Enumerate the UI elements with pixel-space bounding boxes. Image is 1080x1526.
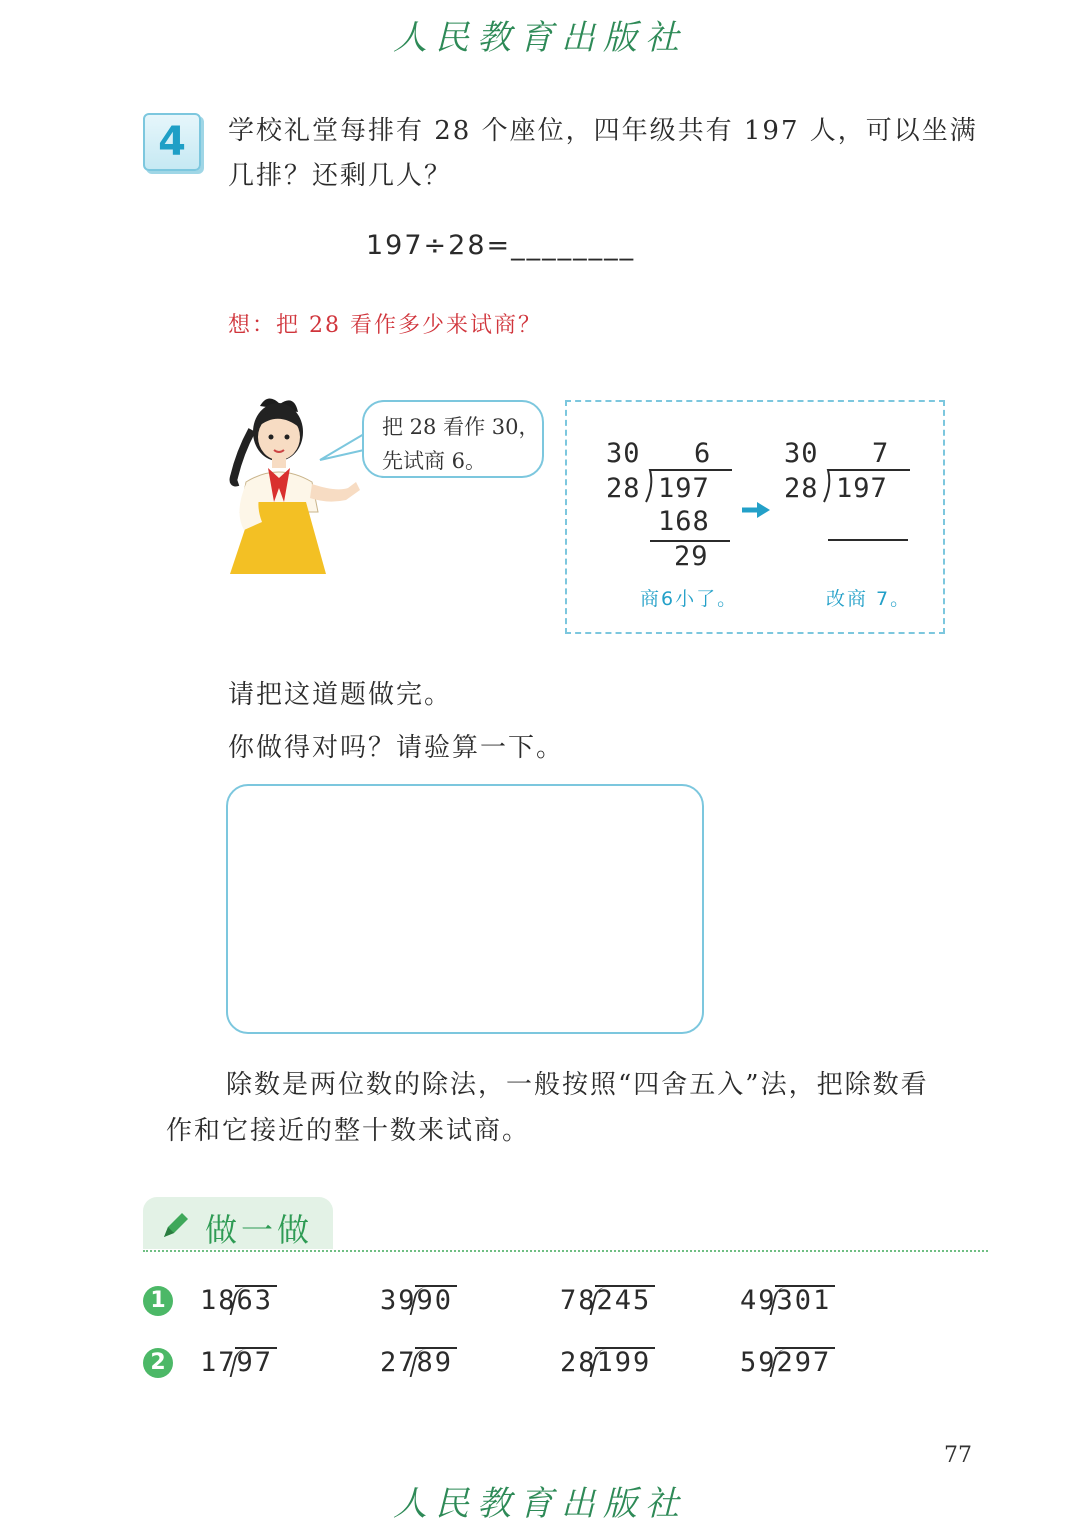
verification-work-box[interactable] xyxy=(226,784,704,1034)
girl-illustration xyxy=(218,392,368,577)
doit-divider xyxy=(143,1250,988,1252)
trial2-quotient: 7 xyxy=(872,438,890,469)
page-number: 77 xyxy=(944,1443,972,1468)
publisher-footer: 人民教育出版社 xyxy=(393,1484,687,1524)
exercise-number-2: 2 xyxy=(143,1348,173,1378)
exercise-2a: 1797 xyxy=(200,1347,274,1378)
exercise-1a: 1863 xyxy=(200,1285,274,1316)
exercise-1c: 78245 xyxy=(560,1285,652,1316)
pencil-icon xyxy=(160,1209,192,1241)
trial2-estimate: 30 xyxy=(784,438,819,469)
speech-bubble xyxy=(362,400,544,478)
trial1-remainder: 29 xyxy=(674,541,709,572)
bubble-line-1: 把 28 看作 30， xyxy=(382,415,540,439)
exercise-2c: 28199 xyxy=(560,1347,652,1378)
trial1-note: 商6小了。 xyxy=(640,588,739,610)
equation: 197÷28=________ xyxy=(366,230,636,261)
publisher-header: 人民教育出版社 xyxy=(393,18,687,58)
instruction-1: 请把这道题做完。 xyxy=(228,680,453,710)
question-line-2: 几排？还剩几人？ xyxy=(228,161,453,191)
trial2-divisor: 28 xyxy=(784,473,819,504)
exercise-number-1: 1 xyxy=(143,1286,173,1316)
exercise-2d: 59297 xyxy=(740,1347,832,1378)
trial1-divisor: 28 xyxy=(606,473,641,504)
trial2-note: 改商 7。 xyxy=(826,588,912,610)
trial1-estimate: 30 xyxy=(606,438,641,469)
exercise-2b: 2789 xyxy=(380,1347,454,1378)
exercise-1b: 3990 xyxy=(380,1285,454,1316)
exercise-1d: 49301 xyxy=(740,1285,832,1316)
trial1-quotient: 6 xyxy=(694,438,712,469)
trial1-product: 168 xyxy=(658,506,710,537)
bubble-tail xyxy=(318,430,368,464)
bubble-line-2: 先试商 6。 xyxy=(382,449,487,473)
rule-line-1: 除数是两位数的除法，一般按照“四舍五入”法，把除数看 xyxy=(226,1070,929,1100)
hint-text: 想：把 28 看作多少来试商？ xyxy=(228,313,542,338)
trial1-dividend: 197 xyxy=(658,473,710,504)
rule-line-2: 作和它接近的整十数来试商。 xyxy=(166,1116,531,1146)
instruction-2: 你做得对吗？请验算一下。 xyxy=(228,733,565,763)
trial2-subtract-line xyxy=(828,539,908,541)
trial2-dividend: 197 xyxy=(836,473,888,504)
question-line-1: 学校礼堂每排有 28 个座位，四年级共有 197 人，可以坐满 xyxy=(228,116,978,146)
example-number-badge: 4 xyxy=(143,113,201,171)
arrow-right-icon xyxy=(742,500,772,520)
doit-label: 做一做 xyxy=(205,1211,314,1249)
